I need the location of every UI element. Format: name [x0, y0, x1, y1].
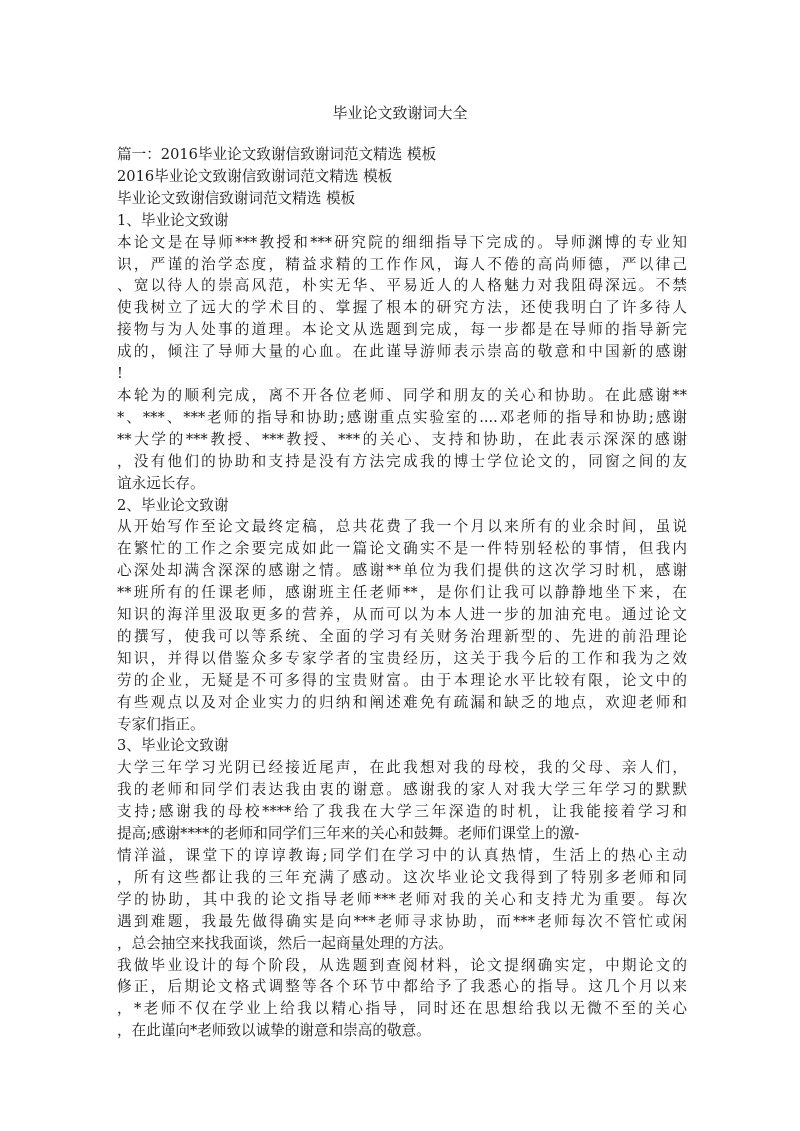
text-line: 识，严谨的治学态度，精益求精的工作作风，诲人不倦的高尚师德，严以律己: [117, 255, 687, 273]
text-line: 成的，倾注了导师大量的心血。在此谨导游师表示崇高的敬意和中国新的感谢: [117, 343, 687, 361]
text-line: 修正，后期论文格式调整等各个环节中都给予了我悉心的指导。这几个月以来: [117, 978, 687, 996]
text-line: ，总会抽空来找我面谈，然后一起商量处理的方法。: [117, 934, 453, 952]
text-line: 接物与为人处事的道理。本论文从选题到完成，每一步都是在导师的指导新完: [117, 321, 687, 339]
text-line: !: [117, 365, 123, 383]
text-line: 1、毕业论文致谢: [117, 211, 229, 229]
text-line: 我做毕业设计的每个阶段，从选题到查阅材料，论文提纲确实定，中期论文的: [117, 956, 687, 974]
text-line: 心深处却满含深深的感谢之情。感谢**单位为我们提供的这次学习时机，感谢: [117, 562, 687, 580]
text-line: 学的协助，其中我的论文指导老师***老师对我的关心和支持尤为重要。每次: [117, 890, 687, 908]
text-line: 大学三年学习光阴已经接近尾声，在此我想对我的母校，我的父母、亲人们，: [117, 759, 687, 777]
text-line: 有些观点以及对企业实力的归纳和阐述难免有疏漏和缺乏的地点，欢迎老师和: [117, 693, 687, 711]
text-line: 3、毕业论文致谢: [117, 737, 229, 755]
text-line: 知识，并得以借鉴众多专家学者的宝贵经历，这关于我今后的工作和我为之效: [117, 649, 687, 667]
text-line: 情洋溢，课堂下的谆谆教诲;同学们在学习中的认真热情，生活上的热心主动: [117, 847, 687, 864]
text-line: 知识的海洋里汲取更多的营养，从而可以为本人进一步的加油充电。通过论文: [117, 606, 687, 624]
document-body: [117, 144, 687, 1042]
document-title: 毕业论文致谢词大全: [332, 104, 468, 122]
text-line: 在繁忙的工作之余要完成如此一篇论文确实不是一件特别轻松的事情，但我内: [117, 540, 687, 558]
text-line: 劳的企业，无疑是不可多得的宝贵财富。由于本理论水平比较有限，论文中的: [117, 671, 687, 689]
text-line: ，所有这些都让我的三年充满了感动。这次毕业论文我得到了特别多老师和同: [117, 868, 687, 886]
text-line: ，在此谨向*老师致以诚挚的谢意和崇高的敬意。: [117, 1022, 431, 1040]
text-line: ，没有他们的协助和支持是没有方法完成我的博士学位论文的，同窗之间的友: [117, 452, 687, 470]
text-line: 的撰写，使我可以等系统、全面的学习有关财务治理新型的、先进的前沿理论: [117, 627, 687, 645]
text-line: 提高;感谢****的老师和同学们三年来的关心和鼓舞。老师们课堂上的激-: [117, 825, 580, 843]
text-line: 专家们指正。: [117, 715, 205, 733]
text-line: 本轮为的顺利完成，离不开各位老师、同学和朋友的关心和协助。在此感谢**: [117, 386, 687, 404]
text-line: 使我树立了远大的学术目的、掌握了根本的研究方法，还使我明白了许多待人: [117, 299, 687, 317]
text-line: ，*老师不仅在学业上给我以精心指导，同时还在思想给我以无微不至的关心: [117, 1000, 687, 1018]
text-line: 从开始写作至论文最终定稿，总共花费了我一个月以来所有的业余时间，虽说: [117, 518, 687, 536]
text-line: 毕业论文致谢信致谢词范文精选 模板: [117, 189, 356, 207]
text-line: 、宽以待人的崇高风范，朴实无华、平易近人的人格魅力对我阻碍深远。不禁: [117, 277, 687, 295]
text-line: 2、毕业论文致谢: [117, 496, 229, 514]
text-line: 2016毕业论文致谢信致谢词范文精选 模板: [117, 167, 393, 185]
text-line: 篇一：2016毕业论文致谢信致谢词范文精选 模板: [117, 146, 437, 163]
text-line: 谊永远长存。: [117, 474, 205, 492]
text-line: 支持;感谢我的母校****给了我我在大学三年深造的时机，让我能接着学习和: [117, 803, 687, 821]
text-line: 我的老师和同学们表达我由衷的谢意。感谢我的家人对我大学三年学习的默默: [117, 781, 687, 799]
text-line: 本论文是在导师***教授和***研究院的细细指导下完成的。导师渊博的专业知: [117, 233, 687, 251]
text-line: **大学的***教授、***教授、***的关心、支持和协助，在此表示深深的感谢: [117, 430, 687, 448]
text-line: **班所有的任课老师，感谢班主任老师**，是你们让我可以静静地坐下来，在: [117, 584, 687, 602]
text-line: *、***、***老师的指导和协助;感谢重点实验室的....邓老师的指导和协助;感谢: [117, 408, 687, 426]
text-line: 遇到难题，我最先做得确实是向***老师寻求协助，而***老师每次不管忙或闲: [117, 912, 687, 930]
